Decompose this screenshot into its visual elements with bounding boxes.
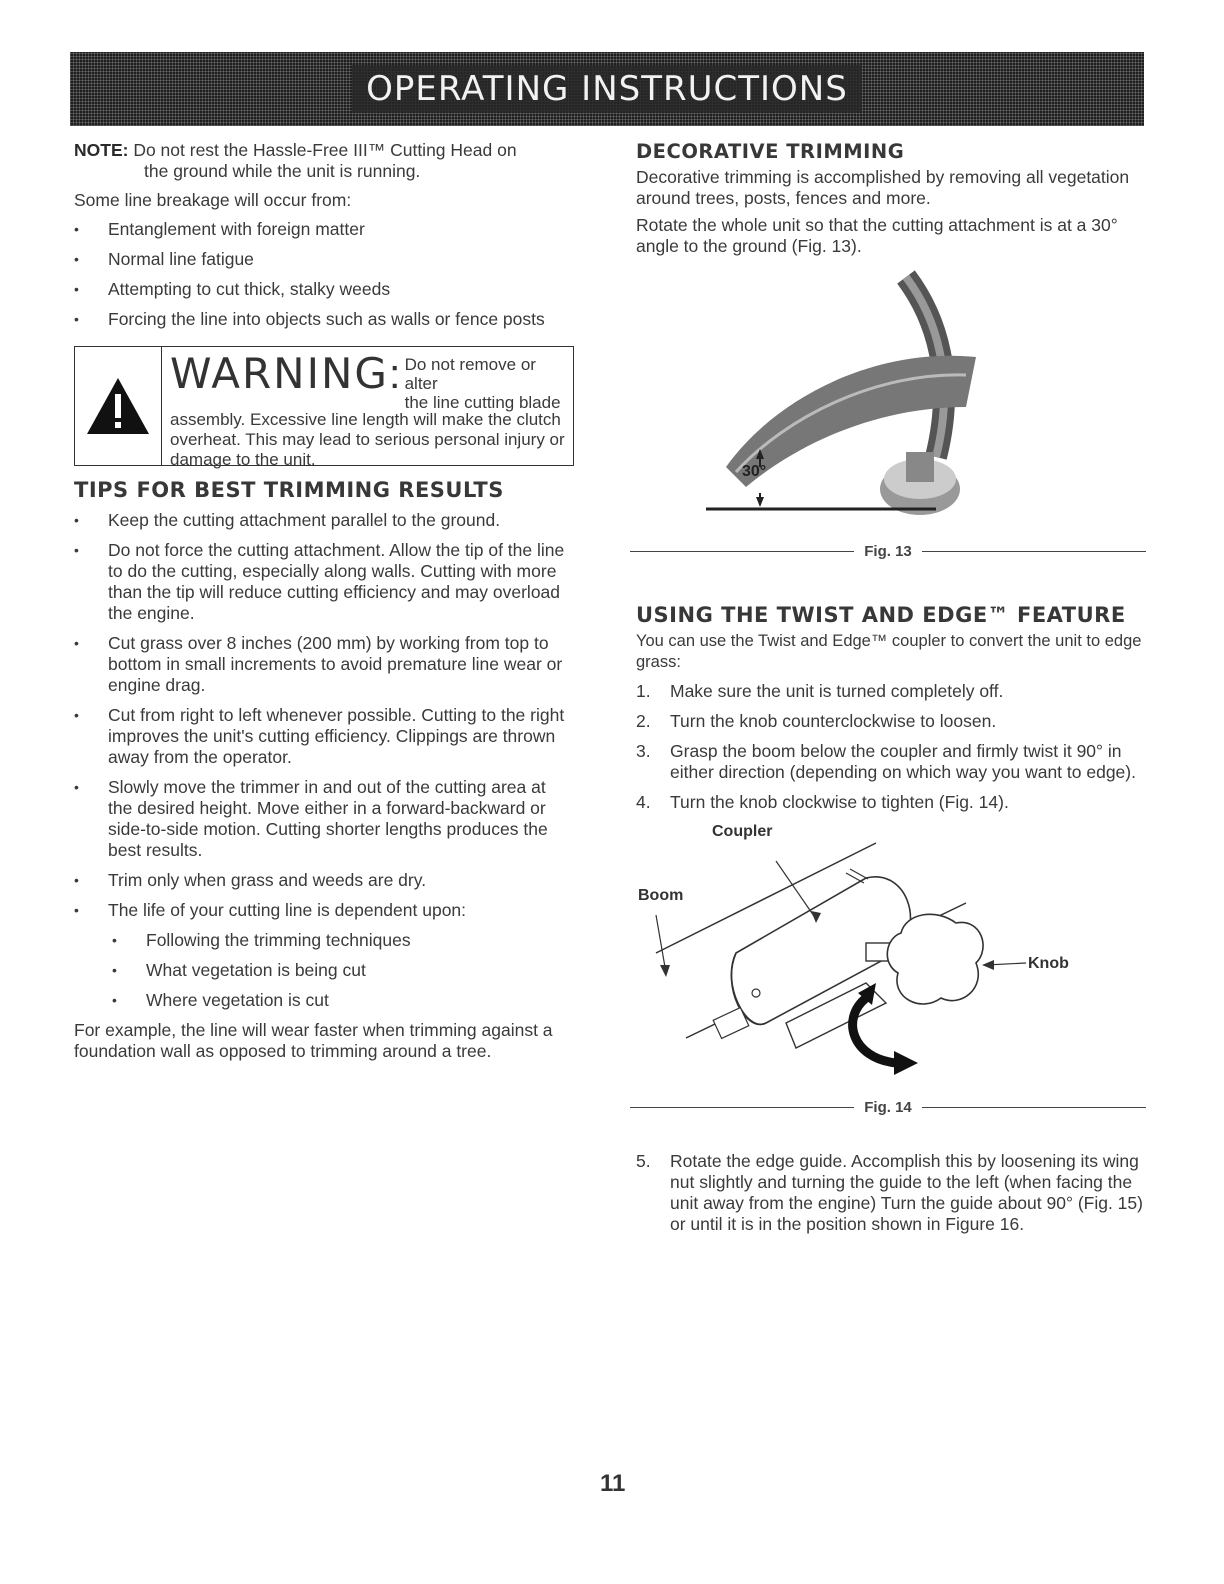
list-item: • Cut grass over 8 inches (200 mm) by working from top to bottom in small increments to avoid premature line wear or engine drag. (74, 633, 574, 696)
page-title: OPERATING INSTRUCTIONS (352, 65, 862, 113)
list-item: 4. Turn the knob clockwise to tighten (Fig. 14). (636, 792, 1009, 812)
decorative-paragraph-2: Rotate the whole unit so that the cutting attachment is at a 30° angle to the ground (Fig. 13). (636, 215, 1118, 256)
list-item: • The life of your cutting line is dependent upon: (74, 900, 574, 921)
decorative-heading: DECORATIVE TRIMMING (636, 140, 905, 163)
fig-14-caption: Fig. 14 (864, 1099, 912, 1116)
fig-13-caption-row (630, 543, 1146, 560)
fig-13-caption: Fig. 13 (864, 543, 912, 560)
list-item: • Forcing the line into objects such as walls or fence posts (74, 309, 574, 330)
warning-line-2: the line cutting blade (404, 393, 561, 412)
list-item: 1. Make sure the unit is turned completely off. (636, 681, 1004, 701)
boom-label: Boom (638, 887, 684, 904)
coupler-illustration (636, 823, 1146, 1083)
angle-label: 30° (742, 463, 767, 480)
list-item: • Cut from right to left whenever possible. Cutting to the right improves the unit's cutting efficiency. Clippings are thrown away from the operator. (74, 705, 574, 768)
left-column (74, 140, 574, 1062)
list-item: 3. Grasp the boom below the coupler and firmly twist it 90° in either direction (depending on which way you want to edge). (636, 741, 1136, 782)
list-item: • Slowly move the trimmer in and out of the cutting area at the desired height. Move either in a forward-backward or side-to-side motion. Cutting shorter lengths produces the best results. (74, 777, 574, 861)
warning-line-1: Do not remove or alter (404, 355, 536, 393)
knob-label: Knob (1028, 955, 1069, 972)
list-item: • Keep the cutting attachment parallel to the ground. (74, 510, 574, 531)
list-item: 2. Turn the knob counterclockwise to loosen. (636, 711, 997, 731)
breakage-list (74, 219, 574, 330)
note-label: NOTE: (74, 140, 129, 160)
twist-edge-heading: USING THE TWIST AND EDGE™ FEATURE (636, 603, 1126, 627)
list-item: • Where vegetation is cut (74, 990, 574, 1011)
list-item: • Trim only when grass and weeds are dry. (74, 870, 574, 891)
example-paragraph: For example, the line will wear faster when trimming against a foundation wall as opposed to trimming around a tree. (74, 1020, 553, 1061)
figure-14 (636, 823, 1146, 1116)
tips-list (74, 510, 574, 921)
list-item: • What vegetation is being cut (74, 960, 574, 981)
figure-13 (636, 257, 1146, 587)
note-line-2: the ground while the unit is running. (144, 161, 421, 181)
list-item: • Attempting to cut thick, stalky weeds (74, 279, 574, 300)
note-paragraph (74, 140, 574, 182)
warning-triangle-icon (75, 347, 162, 465)
twist-edge-steps (636, 681, 1146, 813)
coupler-label: Coupler (712, 823, 773, 840)
warning-box (74, 346, 574, 469)
warning-word: WARNING (170, 349, 389, 398)
list-item: • Following the trimming techniques (74, 930, 574, 951)
trimmer-head-illustration (636, 257, 1146, 557)
list-item: 5. Rotate the edge guide. Accomplish this by loosening its wing nut slightly and turning the guide to the left (when facing the unit away from the engine) Turn the guide about 90° (Fig. 15) or until it is in the position shown in Figure 16. (636, 1151, 1143, 1234)
breakage-intro: Some line breakage will occur from: (74, 190, 352, 210)
step-5 (636, 1151, 1146, 1235)
twist-edge-intro: You can use the Twist and Edge™ coupler to convert the unit to edge grass: (636, 632, 1142, 671)
tips-heading: TIPS FOR BEST TRIMMING RESULTS (74, 478, 504, 502)
list-item: • Entanglement with foreign matter (74, 219, 574, 240)
page-number: 11 (600, 1470, 626, 1497)
list-item: • Normal line fatigue (74, 249, 574, 270)
life-factors-list (74, 930, 574, 1011)
warning-body: assembly. Excessive line length will make the clutch overheat. This may lead to serious personal injury or damage to the unit. (170, 410, 565, 469)
fig-14-caption-row (630, 1099, 1146, 1116)
note-line-1: Do not rest the Hassle-Free III™ Cutting Head on (133, 140, 517, 160)
decorative-paragraph-1: Decorative trimming is accomplished by removing all vegetation around trees, posts, fences and more. (636, 167, 1130, 208)
list-item: • Do not force the cutting attachment. Allow the tip of the line to do the cutting, especially along walls. Cutting with more than the tip will reduce cutting efficiency and may overload the engine. (74, 540, 574, 624)
warning-text: WARNING : Do not remove or alter the line cutting blade assembly. Excessive line length will make the clutch overheat. This may lead to serious personal injury or damage to the unit. (170, 349, 565, 469)
right-column (636, 140, 1146, 1244)
section-banner (70, 52, 1144, 126)
